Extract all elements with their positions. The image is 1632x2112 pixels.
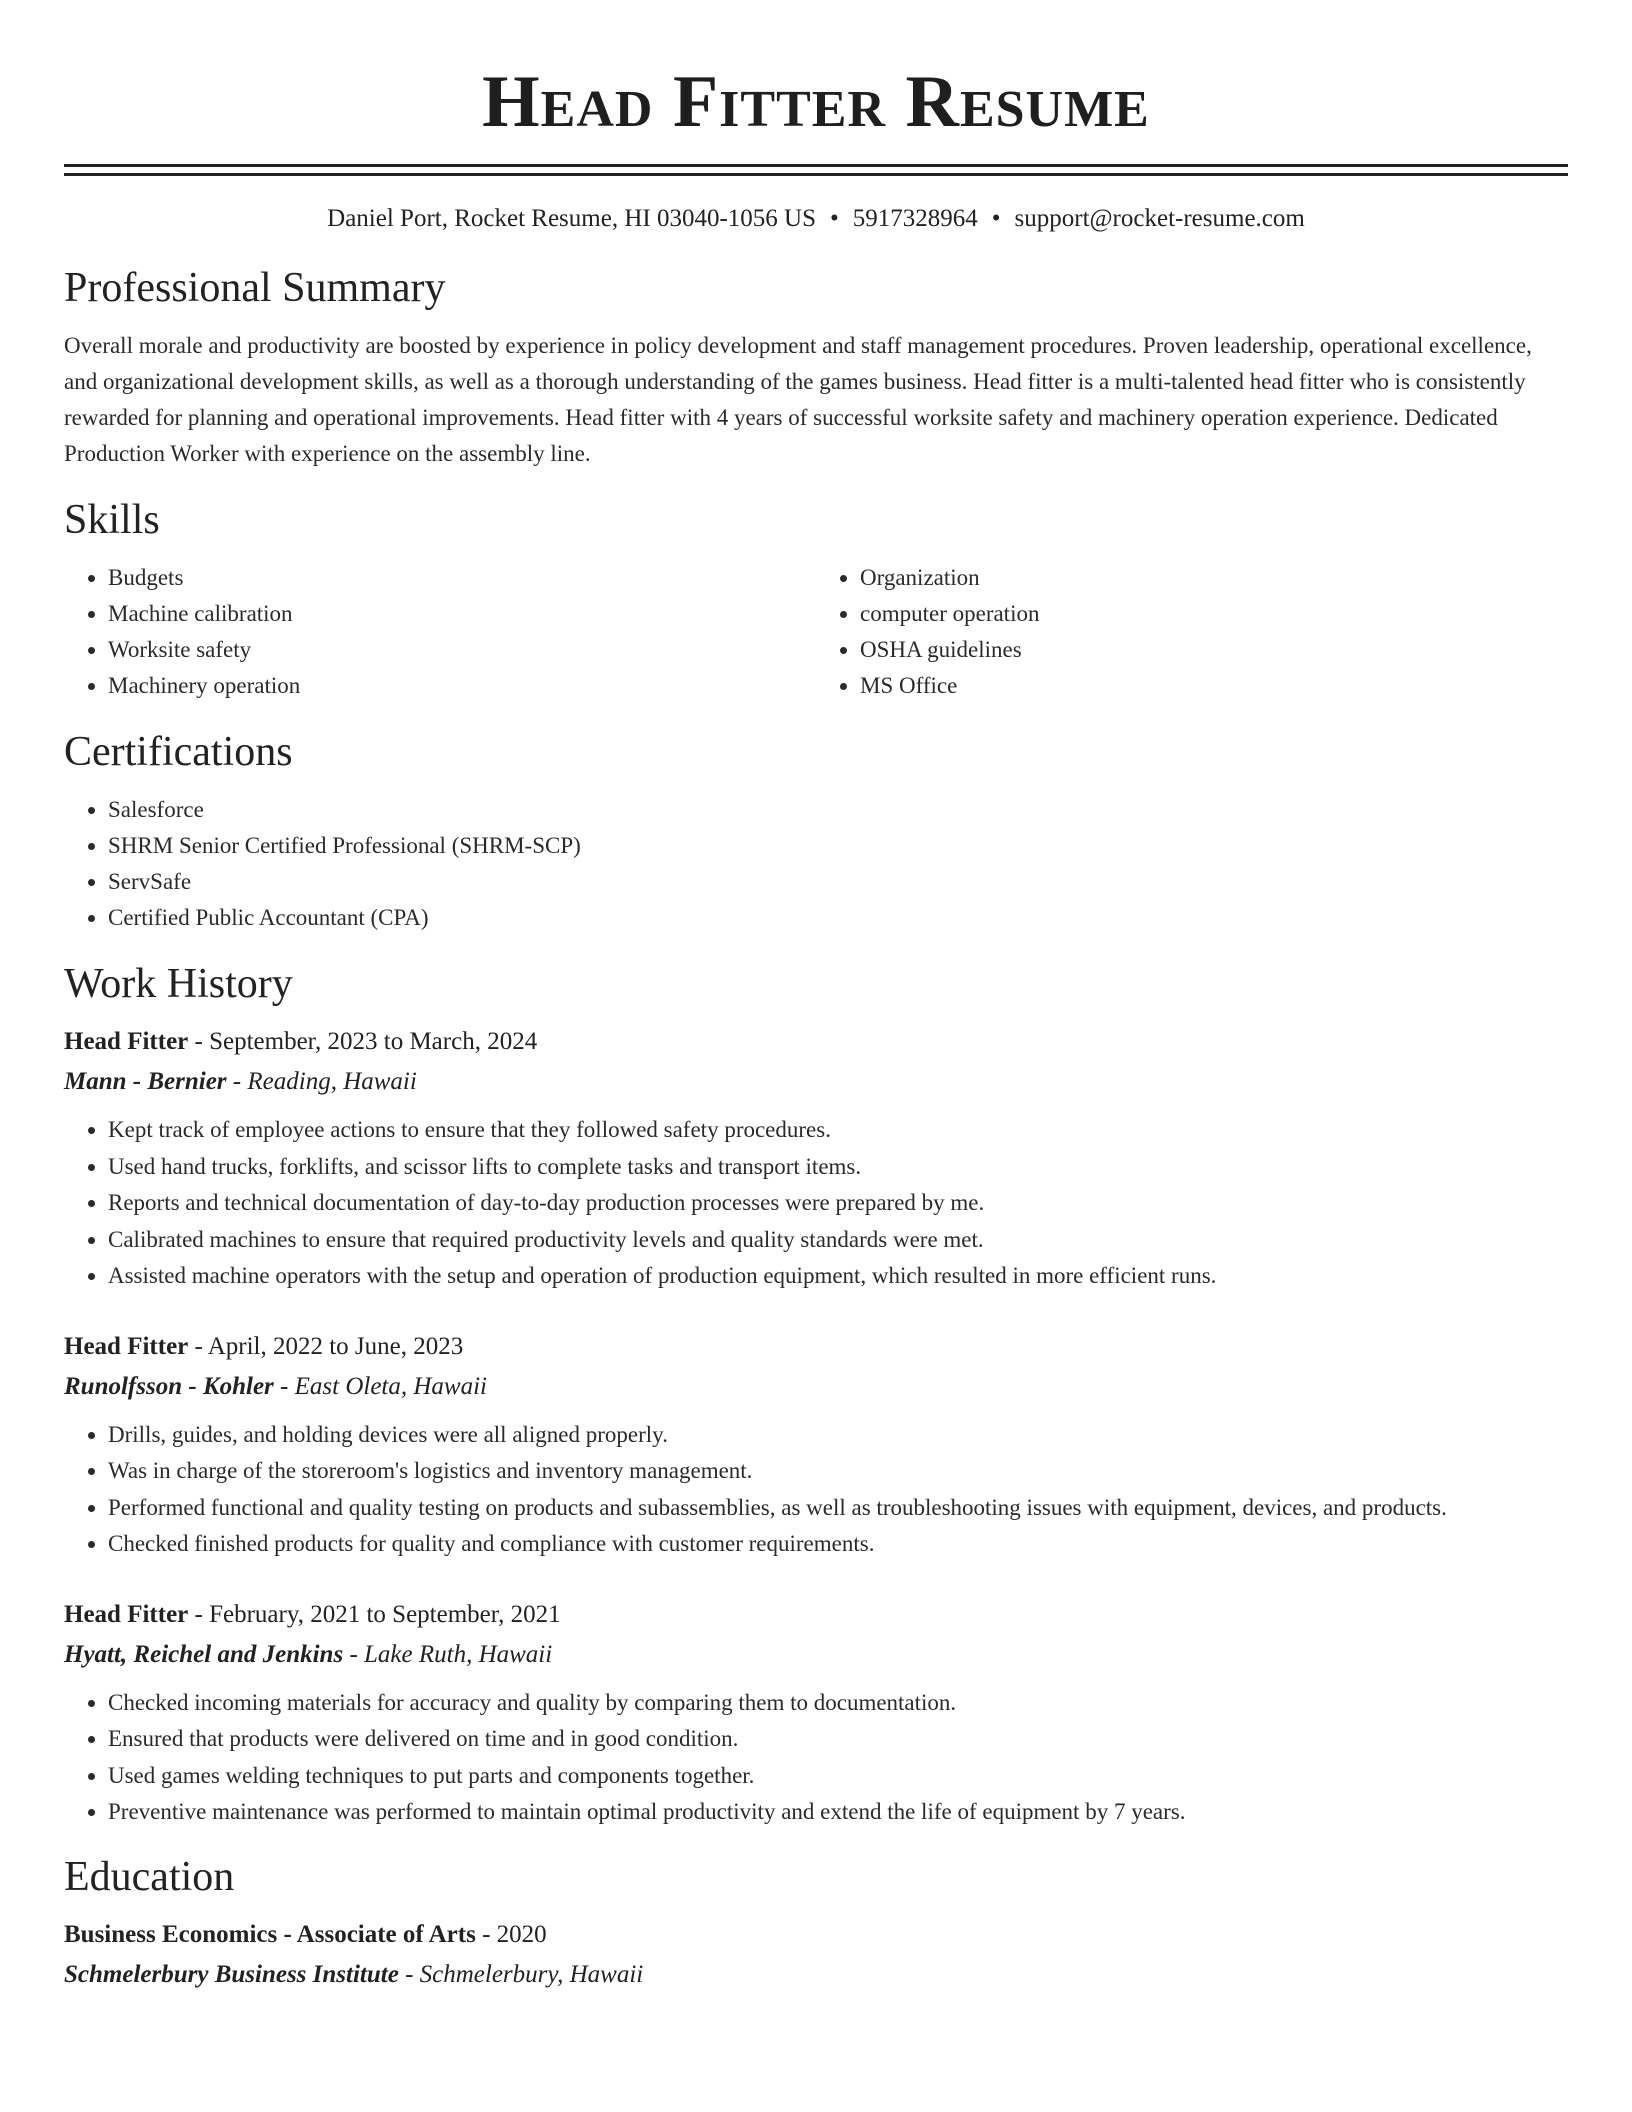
job-title: Head Fitter — [64, 1028, 189, 1055]
skills-list-left — [64, 560, 816, 704]
contact-line — [64, 202, 1568, 236]
job-entry — [64, 1327, 1568, 1563]
job-entry — [64, 1595, 1568, 1831]
certification-item: • Certified Public Accountant (CPA) — [108, 900, 1568, 936]
education-degree-line — [64, 1915, 1568, 1955]
education-entry — [64, 1915, 1568, 1995]
job-bullet: • Assisted machine operators with the setup and operation of production equipment, which resulted in more efficient runs. — [108, 1258, 1568, 1295]
job-company: Runolfsson - Kohler — [64, 1372, 274, 1400]
education-heading: Education — [64, 1853, 235, 1900]
dash: - — [349, 1640, 358, 1668]
page-title: Head Fitter Resume — [482, 61, 1150, 143]
certification-item: • Salesforce — [108, 792, 1568, 828]
job-bullet: • Calibrated machines to ensure that required productivity levels and quality standards were met. — [108, 1222, 1568, 1259]
education-degree: Business Economics - Associate of Arts — [64, 1920, 476, 1948]
job-bullet: • Used hand trucks, forklifts, and scissor lifts to complete tasks and transport items. — [108, 1149, 1568, 1186]
skills-columns — [64, 560, 1568, 704]
contact-address: Daniel Port, Rocket Resume, HI 03040-1056 US — [327, 205, 816, 232]
job-company-line — [64, 1062, 1568, 1102]
education-year: 2020 — [496, 1920, 547, 1948]
education-school: Schmelerbury Business Institute — [64, 1960, 399, 1988]
job-title: Head Fitter — [64, 1600, 189, 1628]
job-bullet: • Ensured that products were delivered on time and in good condition. — [108, 1721, 1568, 1758]
skill-item: • Organization — [860, 560, 1568, 596]
job-title: Head Fitter — [64, 1332, 189, 1360]
job-bullets — [64, 1685, 1568, 1831]
job-dates: February, 2021 to September, 2021 — [209, 1600, 561, 1628]
dash: - — [482, 1920, 491, 1948]
job-bullet: • Checked finished products for quality and compliance with customer requirements. — [108, 1526, 1568, 1563]
job-bullet: • Performed functional and quality testing on products and subassemblies, as well as troubleshooting issues with equipment, devices, and products. — [108, 1490, 1568, 1527]
skill-item: • Machinery operation — [108, 668, 816, 704]
job-bullet: • Was in charge of the storeroom's logistics and inventory management. — [108, 1453, 1568, 1490]
job-bullet: • Kept track of employee actions to ensure that they followed safety procedures. — [108, 1112, 1568, 1149]
education-school-line — [64, 1955, 1568, 1995]
contact-phone: 5917328964 — [852, 205, 978, 232]
contact-email: support@rocket-resume.com — [1014, 205, 1305, 232]
work-history-heading: Work History — [64, 961, 293, 1007]
certifications-heading: Certifications — [64, 729, 293, 775]
summary-text: Overall morale and productivity are boosted by experience in policy development and staff management procedures. Proven leadership, operational excellence, and organizational development skills, as well as a thorough understanding of the games business. Head fitter is a multi-talented head fitter who is consistently rewarded for planning and operational improvements. Head fitter with 4 years of successful worksite safety and machinery operation experience. Dedicated Production Worker with experience on the assembly line. — [64, 333, 1532, 466]
skill-item: • MS Office — [860, 668, 1568, 704]
job-header — [64, 1595, 1568, 1635]
dash: - — [232, 1068, 242, 1095]
contact-separator: • — [991, 205, 1001, 232]
job-company: Hyatt, Reichel and Jenkins — [64, 1640, 344, 1668]
education-location: Schmelerbury, Hawaii — [419, 1960, 644, 1988]
job-bullet: • Checked incoming materials for accuracy and quality by comparing them to documentation. — [108, 1685, 1568, 1722]
job-bullet: • Preventive maintenance was performed to maintain optimal productivity and extend the life of equipment by 7 years. — [108, 1794, 1568, 1831]
job-company-line — [64, 1367, 1568, 1407]
job-company-line — [64, 1635, 1568, 1675]
certifications-list — [64, 792, 1568, 936]
dash: - — [280, 1372, 289, 1400]
certification-item: • ServSafe — [108, 864, 1568, 900]
job-bullet: • Used games welding techniques to put parts and components together. — [108, 1758, 1568, 1795]
job-location: East Oleta, Hawaii — [294, 1372, 487, 1400]
skills-heading: Skills — [64, 497, 160, 543]
skill-item: • OSHA guidelines — [860, 632, 1568, 668]
dash: - — [405, 1960, 414, 1988]
job-bullet: • Drills, guides, and holding devices were all aligned properly. — [108, 1417, 1568, 1454]
skill-item: • computer operation — [860, 596, 1568, 632]
dash: - — [194, 1332, 203, 1360]
skill-item: • Budgets — [108, 560, 816, 596]
dash: - — [194, 1600, 203, 1628]
job-location: Lake Ruth, Hawaii — [364, 1640, 553, 1668]
job-dates: April, 2022 to June, 2023 — [207, 1332, 464, 1360]
dash: - — [194, 1028, 203, 1055]
job-header — [64, 1022, 1568, 1062]
job-location: Reading, Hawaii — [247, 1068, 417, 1095]
certification-item: • SHRM Senior Certified Professional (SHRM-SCP) — [108, 828, 1568, 864]
contact-separator: • — [830, 205, 839, 232]
skill-item: • Machine calibration — [108, 596, 816, 632]
job-company: Mann - Bernier — [64, 1068, 227, 1095]
job-header — [64, 1327, 1568, 1367]
job-dates: September, 2023 to March, 2024 — [209, 1028, 538, 1055]
job-bullets — [64, 1417, 1568, 1563]
job-bullet: • Reports and technical documentation of day-to-day production processes were prepared by me. — [108, 1185, 1568, 1222]
summary-heading: Professional Summary — [64, 265, 446, 311]
job-bullets — [64, 1112, 1568, 1295]
job-entry — [64, 1022, 1568, 1295]
title-double-rule — [64, 164, 1568, 176]
skills-list-right — [816, 560, 1568, 704]
skill-item: • Worksite safety — [108, 632, 816, 668]
